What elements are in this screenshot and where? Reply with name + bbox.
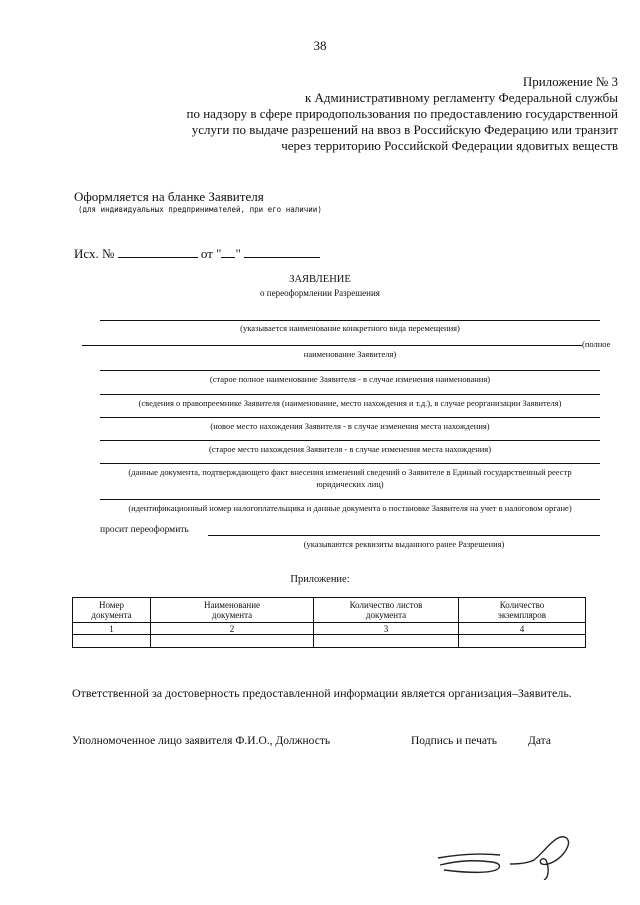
request-label: просит переоформить — [100, 525, 189, 535]
table-cell[interactable] — [151, 635, 314, 648]
blank-note: (для индивидуальных предпринимателей, при его наличии) — [78, 205, 322, 214]
table-number-row — [73, 623, 586, 635]
appendix-line: через территорию Российской Федерации ядовитых веществ — [281, 138, 618, 153]
outgoing-prefix: Исх. № — [74, 246, 115, 261]
column-number-cell: 4 — [459, 623, 586, 635]
permit-details-line[interactable] — [208, 535, 600, 536]
new-location-line[interactable] — [100, 417, 600, 418]
outgoing-number-row — [74, 246, 320, 262]
tax-id-line[interactable] — [100, 499, 600, 500]
attachment-table — [72, 597, 586, 648]
outgoing-date-field[interactable] — [244, 246, 320, 258]
date-label: Дата — [528, 735, 551, 747]
table-header-row — [73, 598, 586, 623]
attachment-label: Приложение: — [290, 574, 350, 585]
applicant-name-line[interactable] — [82, 345, 582, 346]
table-cell[interactable] — [314, 635, 459, 648]
old-name-caption: (старое полное наименование Заявителя - в случае изменения наименования) — [209, 374, 491, 384]
page-number: 38 — [313, 38, 327, 53]
movement-type-line[interactable] — [100, 320, 600, 321]
tax-id-caption: (идентификационный номер налогоплательщика и данные документа о постановке Заявителя на учет в налоговом органе) — [128, 503, 572, 513]
header-cell-number: Номер документа — [73, 598, 151, 623]
appendix-line: к Административному регламенту Федеральной службы — [304, 90, 618, 105]
appendix-line: Приложение № 3 — [522, 74, 618, 89]
header-cell-copies: Количество экземпляров — [459, 598, 586, 623]
outgoing-from: от " — [200, 246, 222, 261]
new-location-caption: (новое место нахождения Заявителя - в случае изменения места нахождения) — [210, 421, 490, 431]
column-number-cell: 1 — [73, 623, 151, 635]
applicant-name-caption: наименование Заявителя) — [303, 349, 397, 359]
header-cell-name: Наименование документа — [151, 598, 314, 623]
handwritten-signature — [430, 820, 590, 885]
authorized-person-label: Уполномоченное лицо заявителя Ф.И.О., Должность — [72, 735, 331, 747]
appendix-line: услуги по выдаче разрешений на ввоз в Российскую Федерацию или транзит — [191, 122, 618, 137]
table-cell[interactable] — [459, 635, 586, 648]
blank-title: Оформляется на бланке Заявителя — [74, 189, 264, 204]
appendix-line: по надзору в сфере природопользования по предоставлению государственной — [186, 106, 618, 121]
document-subtitle: о переоформлении Разрешения — [260, 288, 380, 298]
successor-caption: (сведения о правопреемнике Заявителя (наименование, место нахождения и т.д.), в случае реорганизации Заявителя) — [138, 398, 562, 408]
movement-type-caption: (указывается наименование конкретного вида перемещения) — [240, 323, 460, 333]
column-number-cell: 3 — [314, 623, 459, 635]
permit-details-caption: (указываются реквизиты выданного ранее Разрешения) — [303, 539, 505, 549]
old-name-line[interactable] — [100, 370, 600, 371]
appendix-header — [186, 74, 618, 154]
header-cell-sheets: Количество листов документа — [314, 598, 459, 623]
outgoing-day-field[interactable] — [221, 246, 235, 258]
registry-caption-1: (данные документа, подтверждающего факт внесения изменений сведений о Заявителе в Единый государственный реестр — [128, 467, 572, 477]
old-location-caption: (старое место нахождения Заявителя - в случае изменения места нахождения) — [208, 444, 492, 454]
signature-seal-label: Подпись и печать — [411, 735, 497, 747]
full-paren-caption: (полное — [582, 339, 611, 349]
document-title: ЗАЯВЛЕНИЕ — [289, 274, 351, 285]
successor-line[interactable] — [100, 394, 600, 395]
old-location-line[interactable] — [100, 440, 600, 441]
registry-line[interactable] — [100, 463, 600, 464]
outgoing-number-field[interactable] — [118, 246, 198, 258]
table-row — [73, 635, 586, 648]
table-cell[interactable] — [73, 635, 151, 648]
registry-caption-2: юридических лиц) — [316, 479, 384, 489]
responsibility-statement: Ответственной за достоверность предоставленной информации является организация–Заявитель. — [72, 686, 572, 700]
column-number-cell: 2 — [151, 623, 314, 635]
outgoing-quote: " — [235, 246, 241, 261]
